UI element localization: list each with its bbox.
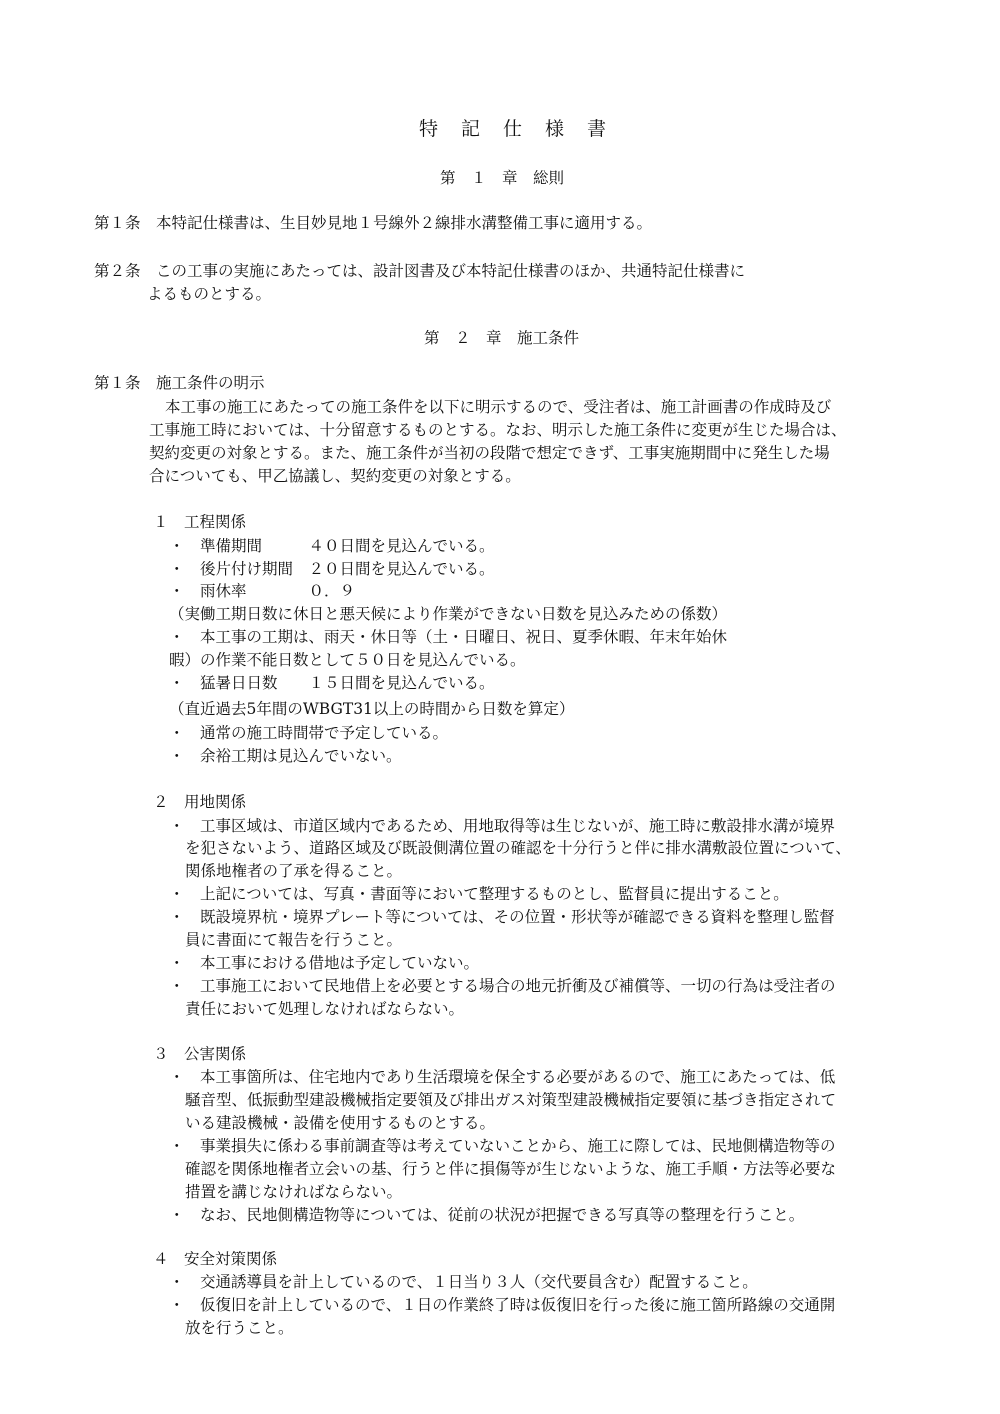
section-3-line: 措置を講じなければならない。 [185, 1183, 403, 1201]
section-2-line: ・ 工事施工において民地借上を必要とする場合の地元折衝及び補償等、一切の行為は受注者の [169, 977, 836, 995]
section-2-line: ・ 本工事における借地は予定していない。 [169, 954, 480, 972]
section-3-line: ・ 事業損失に係わる事前調査等は考えていないことから、施工に際しては、民地側構造物等の [169, 1137, 836, 1155]
ch2-article-1-body-line: 合についても、甲乙協議し、契約変更の対象とする。 [149, 467, 521, 485]
section-3-heading: ３ 公害関係 [153, 1045, 247, 1063]
section-1-line: ・ 余裕工期は見込んでいない。 [169, 747, 402, 765]
section-1-line: （直近過去5年間のWBGT31以上の時間から日数を算定） [169, 700, 575, 718]
document-title: 特 記 仕 様 書 [419, 118, 609, 140]
section-1-line: （実働工期日数に休日と悪天候により作業ができない日数を見込みための係数） [169, 605, 728, 623]
section-2-line: ・ 既設境界杭・境界プレート等については、その位置・形状等が確認できる資料を整理し監督 [169, 908, 835, 926]
section-4-line: ・ 交通誘導員を計上しているので、１日当り３人（交代要員含む）配置すること。 [169, 1273, 758, 1291]
section-4-heading: ４ 安全対策関係 [153, 1250, 278, 1268]
section-1-line: ・ 後片付け期間 ２０日間を見込んでいる。 [169, 560, 495, 578]
section-3-line: 騒音型、低振動型建設機械指定要領及び排出ガス対策型建設機械指定要領に基づき指定されて [185, 1091, 837, 1109]
section-2-line: を犯さないよう、道路区域及び既設側溝位置の確認を十分行うと伴に排水溝敷設位置について、 [185, 839, 851, 857]
section-1-line: ・ 雨休率 ０．９ [169, 582, 356, 600]
ch2-article-1-title: 第１条 施工条件の明示 [94, 374, 265, 392]
section-1-line: ・ 猛暑日日数 １５日間を見込んでいる。 [169, 674, 495, 692]
ch1-article-1: 第１条 本特記仕様書は、生目妙見地１号線外２線排水溝整備工事に適用する。 [94, 214, 653, 232]
section-2-line: ・ 上記については、写真・書面等において整理するものとし、監督員に提出すること。 [169, 885, 789, 903]
section-1-line: 暇）の作業不能日数として５０日を見込んでいる。 [169, 651, 526, 669]
section-4-line: ・ 仮復旧を計上しているので、１日の作業終了時は仮復旧を行った後に施工箇所路線の交通開 [169, 1296, 836, 1314]
section-2-line: ・ 工事区域は、市道区域内であるため、用地取得等は生じないが、施工時に敷設排水溝が境界 [169, 817, 835, 835]
section-1-heading: １ 工程関係 [153, 513, 247, 531]
ch2-article-1-body-line: 工事施工時においては、十分留意するものとする。なお、明示した施工条件に変更が生じた場合は、 [149, 421, 847, 439]
section-3-line: ・ 本工事箇所は、住宅地内であり生活環境を保全する必要があるので、施工にあたっては、低 [169, 1068, 836, 1086]
section-3-line: 確認を関係地権者立会いの基、行うと伴に損傷等が生じないような、施工手順・方法等必要な [185, 1160, 837, 1178]
section-3-line: ・ なお、民地側構造物等については、従前の状況が把握できる写真等の整理を行うこと。 [169, 1206, 805, 1224]
section-1-line: ・ 本工事の工期は、雨天・休日等（土・日曜日、祝日、夏季休暇、年末年始休 [169, 628, 728, 646]
section-1-line: ・ 通常の施工時間帯で予定している。 [169, 724, 449, 742]
ch2-article-1-body-line: 本工事の施工にあたっての施工条件を以下に明示するので、受注者は、施工計画書の作成時及び [165, 398, 832, 416]
section-1-line: ・ 準備期間 ４０日間を見込んでいる。 [169, 537, 495, 555]
ch1-article-2-line: よるものとする。 [147, 285, 272, 303]
section-2-line: 員に書面にて報告を行うこと。 [185, 931, 403, 949]
section-2-line: 責任において処理しなければならない。 [185, 1000, 465, 1018]
chapter-2-heading: 第 ２ 章 施工条件 [424, 329, 580, 347]
section-2-heading: ２ 用地関係 [153, 793, 247, 811]
ch1-article-2-line: 第２条 この工事の実施にあたっては、設計図書及び本特記仕様書のほか、共通特記仕様書に [94, 262, 746, 280]
section-2-line: 関係地権者の了承を得ること。 [185, 862, 403, 880]
section-4-line: 放を行うこと。 [185, 1319, 294, 1337]
chapter-1-heading: 第 １ 章 総則 [440, 169, 565, 187]
ch2-article-1-body-line: 契約変更の対象とする。また、施工条件が当初の段階で想定できず、工事実施期間中に発生した場 [149, 444, 830, 462]
section-3-line: いる建設機械・設備を使用するものとする。 [185, 1114, 496, 1132]
